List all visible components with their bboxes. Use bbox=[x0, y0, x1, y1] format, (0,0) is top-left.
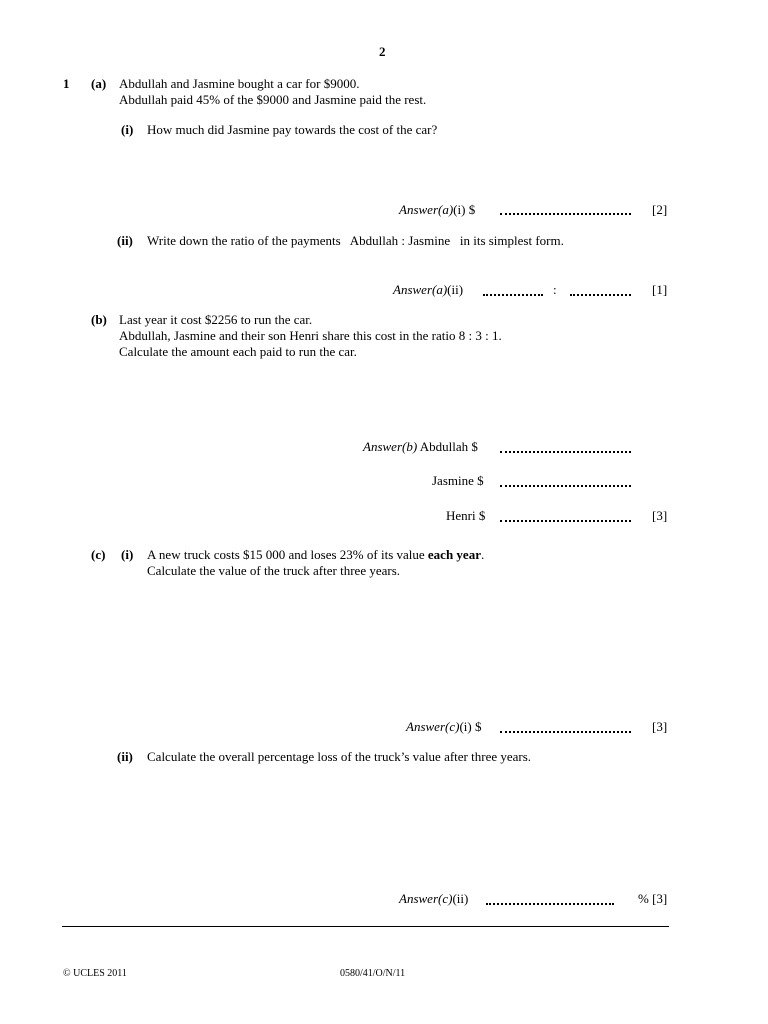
part-c-i-label: (i) bbox=[121, 547, 134, 562]
part-b-line1: Last year it cost $2256 to run the car. bbox=[119, 312, 313, 327]
footer-divider bbox=[62, 926, 669, 927]
answer-b-abdullah-field[interactable] bbox=[500, 451, 631, 453]
part-a-ii-text: Write down the ratio of the payments Abdullah : Jasmine in its simplest form. bbox=[147, 233, 564, 248]
answer-c-ii-rest: (ii) bbox=[452, 891, 469, 906]
part-c-i-line2: Calculate the value of the truck after three years. bbox=[147, 563, 401, 578]
answer-c-ii-label bbox=[399, 891, 468, 907]
marks-a-ii: [1] bbox=[652, 282, 668, 297]
part-c-label: (c) bbox=[91, 547, 106, 562]
answer-a-i-italic: Answer(a) bbox=[399, 202, 454, 217]
answer-a-i-field[interactable] bbox=[500, 213, 631, 215]
part-c-ii-label: (ii) bbox=[117, 749, 133, 764]
part-a-line1: Abdullah and Jasmine bought a car for $9000. bbox=[119, 76, 360, 91]
part-b-line3: Calculate the amount each paid to run the car. bbox=[119, 344, 357, 359]
marks-a-i: [2] bbox=[652, 202, 668, 217]
answer-a-ii-label bbox=[393, 282, 463, 298]
part-c-i-line1-post: . bbox=[480, 547, 485, 562]
answer-b-jasmine-field[interactable] bbox=[500, 485, 631, 487]
part-b-line2: Abdullah, Jasmine and their son Henri share this cost in the ratio 8 : 3 : 1. bbox=[119, 328, 502, 343]
page-number: 2 bbox=[379, 44, 386, 59]
part-c-i-line1-pre: A new truck costs $15 000 and loses 23% of its value bbox=[147, 547, 428, 562]
footer-paper-code: 0580/41/O/N/11 bbox=[340, 968, 406, 979]
answer-b-henri-field[interactable] bbox=[500, 520, 631, 522]
answer-c-i-field[interactable] bbox=[500, 731, 631, 733]
answer-b-abdullah-label bbox=[363, 439, 478, 455]
answer-b-abdullah-text: Abdullah $ bbox=[419, 439, 478, 454]
ratio-separator: : bbox=[553, 282, 557, 297]
marks-b: [3] bbox=[652, 508, 668, 523]
answer-c-ii-field[interactable] bbox=[486, 903, 614, 905]
marks-c-ii: % [3] bbox=[638, 891, 668, 906]
part-a-label: (a) bbox=[91, 76, 107, 91]
answer-c-i-italic: Answer(c) bbox=[406, 719, 460, 734]
part-a-ii-label: (ii) bbox=[117, 233, 133, 248]
footer-copyright: © UCLES 2011 bbox=[63, 968, 127, 979]
part-c-i-line1 bbox=[147, 547, 484, 563]
question-number: 1 bbox=[63, 76, 70, 91]
answer-a-ii-field-left[interactable] bbox=[483, 294, 543, 296]
answer-b-henri-label: Henri $ bbox=[446, 508, 486, 523]
answer-a-ii-rest: (ii) bbox=[447, 282, 464, 297]
answer-c-i-label bbox=[406, 719, 481, 735]
part-b-label: (b) bbox=[91, 312, 107, 327]
part-a-i-label: (i) bbox=[121, 122, 134, 137]
answer-a-ii-italic: Answer(a) bbox=[393, 282, 448, 297]
answer-a-i-rest: (i) $ bbox=[453, 202, 476, 217]
answer-a-ii-field-right[interactable] bbox=[570, 294, 631, 296]
part-a-line2: Abdullah paid 45% of the $9000 and Jasmine paid the rest. bbox=[119, 92, 427, 107]
part-c-i-line1-bold: each year bbox=[427, 547, 481, 562]
part-a-i-text: How much did Jasmine pay towards the cost of the car? bbox=[147, 122, 438, 137]
answer-c-ii-italic: Answer(c) bbox=[399, 891, 453, 906]
marks-c-i: [3] bbox=[652, 719, 668, 734]
answer-a-i-label bbox=[399, 202, 475, 218]
answer-c-i-rest: (i) $ bbox=[459, 719, 482, 734]
part-c-ii-text: Calculate the overall percentage loss of the truck’s value after three years. bbox=[147, 749, 532, 764]
answer-b-jasmine-label: Jasmine $ bbox=[432, 473, 484, 488]
answer-b-italic: Answer(b) bbox=[363, 439, 418, 454]
